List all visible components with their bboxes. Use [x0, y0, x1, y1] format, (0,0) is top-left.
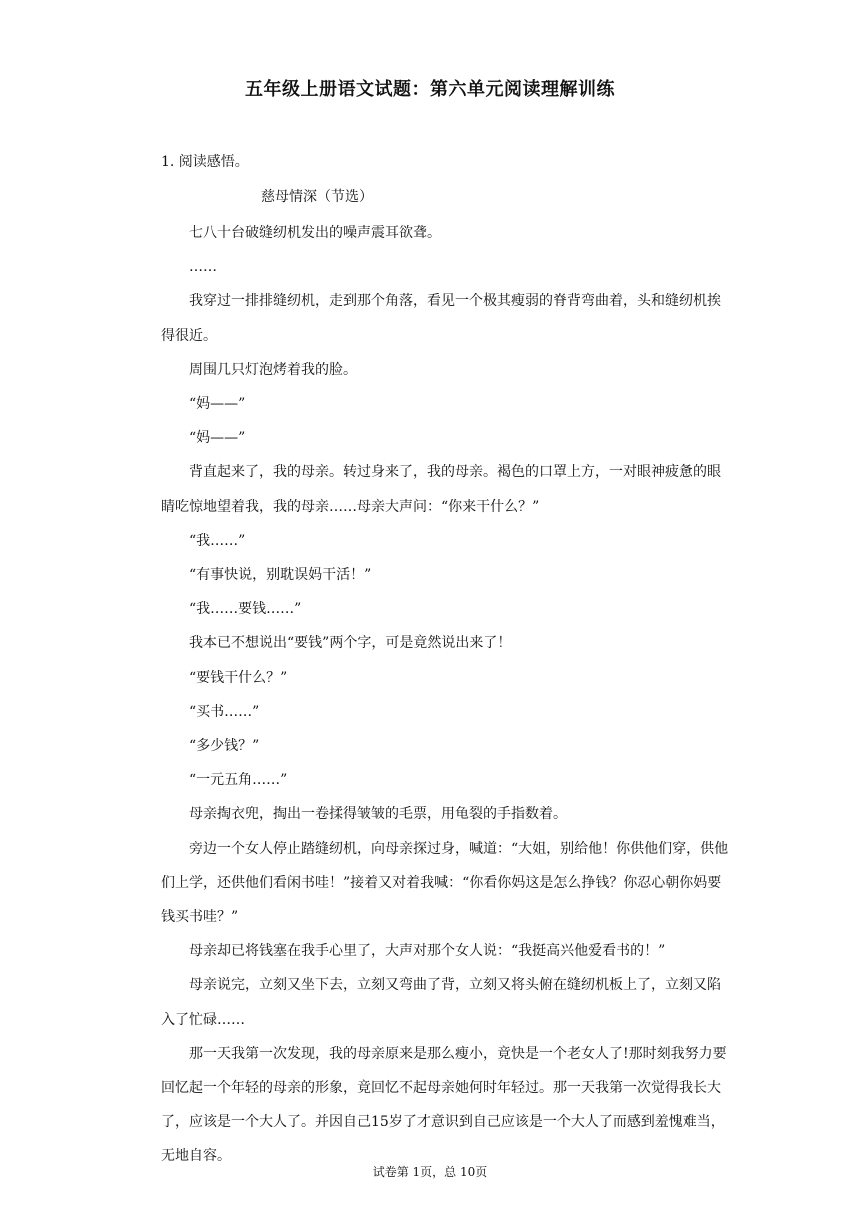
- paragraph: “一元五角……”: [189, 772, 288, 789]
- paragraph: 我本已不想说出“要钱”两个字，可是竟然说出来了！: [189, 635, 512, 652]
- paragraph: “我……”: [189, 532, 246, 549]
- document-title: 五年级上册语文试题：第六单元阅读理解训练: [245, 79, 615, 100]
- paragraph: 七八十台破缝纫机发出的噪声震耳欲聋。: [189, 225, 441, 241]
- paragraph: “要钱干什么？”: [189, 669, 288, 686]
- paragraph: 周围几只灯泡烤着我的脸。: [189, 361, 357, 378]
- paragraph: “我……要钱……”: [189, 601, 302, 618]
- paragraph: “买书……”: [189, 703, 260, 720]
- paragraph: “妈——”: [189, 430, 246, 447]
- paragraph: 母亲却已将钱塞在我手心里了，大声对那个女人说：“我挺高兴他爱看书的！”: [189, 943, 666, 960]
- paragraph: “有事快说，别耽误妈干活！”: [189, 567, 372, 584]
- paragraph: “多少钱？”: [189, 738, 260, 755]
- page-footer: 试卷第 1页，总 10页: [372, 1165, 488, 1179]
- paragraph: ……: [189, 259, 217, 276]
- passage-body: [161, 216, 729, 1174]
- paragraph: “妈——”: [189, 396, 246, 413]
- passage-title: 慈母情深（节选）: [261, 189, 373, 205]
- paragraph: 母亲说完，立刻又坐下去，立刻又弯曲了背，立刻又将头俯在缝纫机板上了，立刻又陷入了忙碌……: [161, 977, 721, 1028]
- paragraph: 母亲掏衣兜，掏出一卷揉得皱皱的毛票，用龟裂的手指数着。: [189, 806, 567, 823]
- paragraph: 背直起来了，我的母亲。转过身来了，我的母亲。褐色的口罩上方，一对眼神疲惫的眼睛吃惊地望着我，我的母亲……母亲大声问：“你来干什么？”: [161, 464, 721, 515]
- paragraph: 旁边一个女人停止踏缝纫机，向母亲探过身，喊道：“大姐，别给他！你供他们穿，供他们上学，还供他们看闲书哇！”接着又对着我喊：“你看你妈这是怎么挣钱？你忍心朝你妈要钱买书哇？”: [161, 840, 729, 926]
- paragraph: 我穿过一排排缝纫机，走到那个角落，看见一个极其瘦弱的脊背弯曲着，头和缝纫机挨得很近。: [161, 293, 721, 344]
- question-label: 1. 阅读感悟。: [161, 154, 249, 170]
- paragraph: 那一天我第一次发现，我的母亲原来是那么瘦小，竟快是一个老女人了!那时刻我努力要回忆起一个年轻的母亲的形象，竟回忆不起母亲她何时年轻过。那一天我第一次觉得我长大了，应该是一个大人了。并因自己15岁了才意识到自己应该是一个大人了而感到羞愧难当，无地自容。: [161, 1045, 727, 1165]
